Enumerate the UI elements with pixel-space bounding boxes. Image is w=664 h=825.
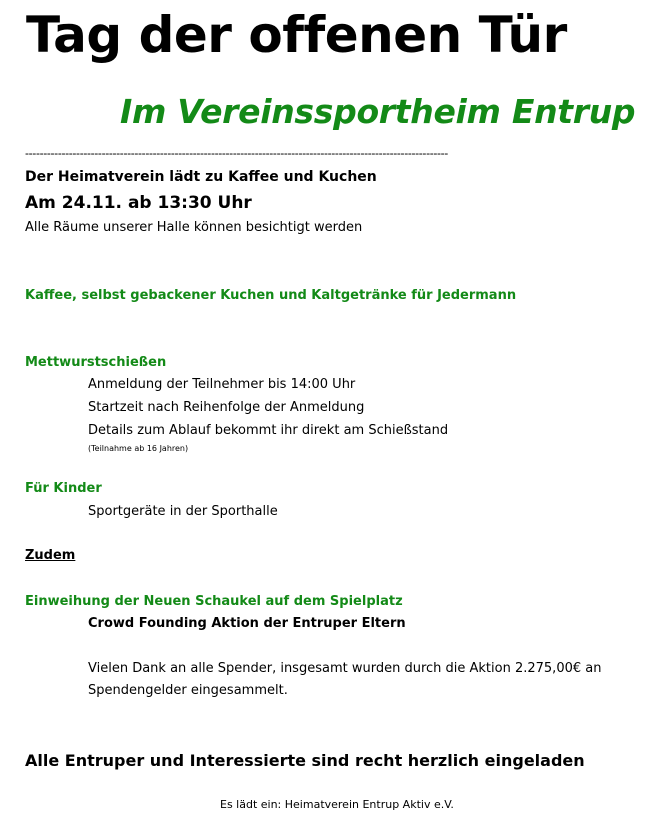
kids-heading: Für Kinder <box>25 481 102 496</box>
page-title: Tag der offenen Tür <box>26 6 567 64</box>
thanks-text-line2: Spendengelder eingesammelt. <box>88 683 288 698</box>
swing-heading: Einweihung der Neuen Schaukel auf dem Spielplatz <box>25 594 403 609</box>
invite-heading: Der Heimatverein lädt zu Kaffee und Kuchen <box>25 169 377 185</box>
rooms-text: Alle Räume unserer Halle können besichtigt werden <box>25 220 363 235</box>
mett-heading: Mettwurstschießen <box>25 355 167 370</box>
event-date: Am 24.11. ab 13:30 Uhr <box>25 193 252 213</box>
kids-item: Sportgeräte in der Sporthalle <box>88 504 278 519</box>
thanks-text-line1: Vielen Dank an alle Spender, insgesamt wurden durch die Aktion 2.275,00€ an <box>88 661 602 676</box>
mett-item: Anmeldung der Teilnehmer bis 14:00 Uhr <box>88 377 356 392</box>
closing-invitation: Alle Entruper und Interessierte sind recht herzlich eingeladen <box>25 751 585 770</box>
coffee-text: Kaffee, selbst gebackener Kuchen und Kaltgetränke für Jedermann <box>25 288 517 303</box>
zudem-heading: Zudem <box>25 548 76 563</box>
page-subtitle: Im Vereinssportheim Entrup <box>120 92 636 131</box>
footer-organizer: Es lädt ein: Heimatverein Entrup Aktiv e.V. <box>220 798 454 811</box>
swing-subheading: Crowd Founding Aktion der Entruper Eltern <box>88 616 406 631</box>
mett-item: Startzeit nach Reihenfolge der Anmeldung <box>88 400 365 415</box>
divider-line: -------------------------------------------------------------------------------------------------------------------- <box>25 146 448 160</box>
mett-item: Details zum Ablauf bekommt ihr direkt am Schießstand <box>88 423 449 438</box>
mett-age-note: (Teilnahme ab 16 Jahren) <box>88 444 189 453</box>
